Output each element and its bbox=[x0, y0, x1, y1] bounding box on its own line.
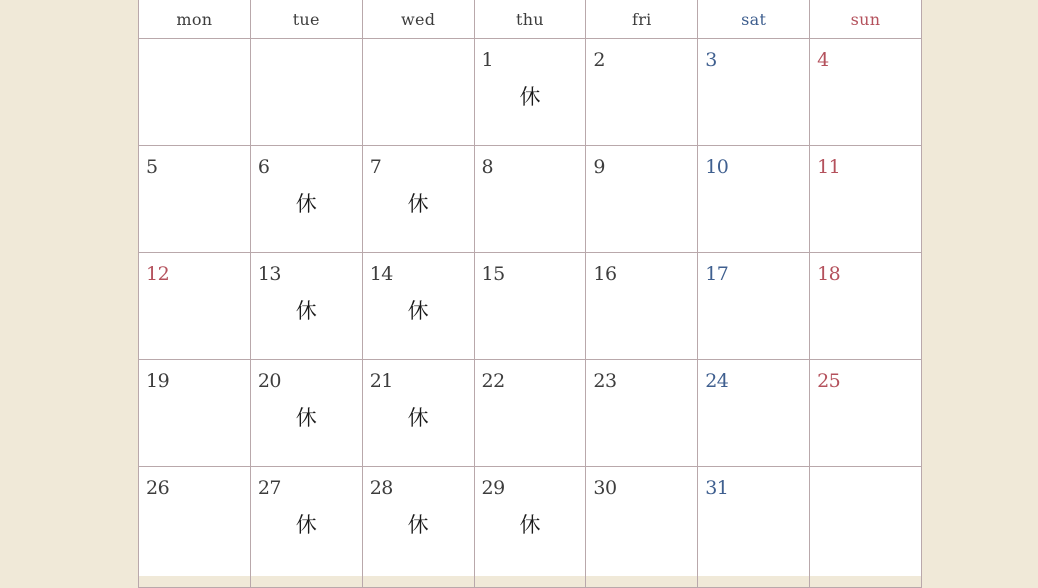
day-number: 19 bbox=[146, 370, 170, 392]
closed-day-mark: 休 bbox=[407, 513, 429, 537]
week-row bbox=[139, 360, 922, 467]
day-number: 12 bbox=[146, 263, 170, 285]
day-cell bbox=[139, 146, 251, 253]
closed-day-mark: 休 bbox=[295, 192, 317, 216]
day-number: 30 bbox=[593, 477, 617, 499]
empty-day-cell bbox=[139, 39, 251, 146]
day-number: 27 bbox=[257, 477, 282, 499]
weekday-header-sunday: sun bbox=[810, 0, 922, 39]
day-number: 5 bbox=[146, 156, 158, 178]
day-cell bbox=[698, 146, 810, 253]
empty-day-cell bbox=[250, 39, 362, 146]
week-row bbox=[139, 146, 922, 253]
day-number: 20 bbox=[257, 370, 282, 392]
empty-day-cell bbox=[810, 467, 922, 588]
day-number: 8 bbox=[481, 156, 494, 178]
day-cell bbox=[139, 253, 251, 360]
week-row bbox=[139, 253, 922, 360]
weekday-header-saturday: sat bbox=[698, 0, 810, 39]
day-cell bbox=[250, 467, 362, 588]
day-cell bbox=[698, 39, 810, 146]
day-cell bbox=[362, 467, 474, 588]
day-number: 24 bbox=[705, 370, 729, 392]
day-number: 15 bbox=[481, 263, 505, 285]
day-number: 10 bbox=[705, 156, 729, 178]
closed-day-mark: 休 bbox=[407, 299, 429, 323]
day-cell bbox=[250, 146, 362, 253]
calendar bbox=[138, 0, 922, 576]
day-cell bbox=[474, 146, 586, 253]
day-cell bbox=[698, 253, 810, 360]
day-number: 2 bbox=[593, 49, 605, 71]
day-cell bbox=[586, 146, 698, 253]
day-number: 17 bbox=[705, 263, 729, 285]
calendar-grid bbox=[138, 0, 922, 588]
empty-day-cell bbox=[362, 39, 474, 146]
day-number: 16 bbox=[593, 263, 617, 285]
weekday-header: mon bbox=[139, 0, 251, 39]
day-number: 28 bbox=[369, 477, 393, 499]
day-cell bbox=[362, 360, 474, 467]
day-cell bbox=[810, 253, 922, 360]
day-cell bbox=[698, 360, 810, 467]
day-cell bbox=[474, 467, 586, 588]
weekday-header: tue bbox=[250, 0, 362, 39]
day-number: 4 bbox=[817, 49, 829, 71]
day-cell bbox=[250, 360, 362, 467]
weekday-header-row bbox=[139, 0, 922, 39]
closed-day-mark: 休 bbox=[407, 192, 429, 216]
day-cell bbox=[586, 253, 698, 360]
day-cell bbox=[474, 253, 586, 360]
closed-day-mark: 休 bbox=[519, 85, 541, 109]
day-number: 6 bbox=[257, 156, 270, 178]
day-cell bbox=[586, 39, 698, 146]
day-number: 23 bbox=[593, 370, 617, 392]
day-cell bbox=[250, 253, 362, 360]
week-row bbox=[139, 467, 922, 588]
day-number: 11 bbox=[817, 156, 841, 178]
day-cell bbox=[139, 360, 251, 467]
day-number: 18 bbox=[817, 263, 841, 285]
day-number: 1 bbox=[481, 49, 494, 71]
week-row bbox=[139, 39, 922, 146]
day-number: 9 bbox=[593, 156, 605, 178]
closed-day-mark: 休 bbox=[295, 406, 317, 430]
day-cell bbox=[586, 360, 698, 467]
weekday-header: thu bbox=[474, 0, 586, 39]
day-number: 7 bbox=[369, 156, 382, 178]
closed-day-mark: 休 bbox=[519, 513, 541, 537]
day-cell bbox=[810, 146, 922, 253]
closed-day-mark: 休 bbox=[407, 406, 429, 430]
day-cell bbox=[362, 146, 474, 253]
day-number: 31 bbox=[705, 477, 729, 499]
day-cell bbox=[698, 467, 810, 588]
closed-day-mark: 休 bbox=[295, 299, 317, 323]
day-cell bbox=[139, 467, 251, 588]
day-cell bbox=[474, 39, 586, 146]
weekday-header: wed bbox=[362, 0, 474, 39]
day-number: 22 bbox=[481, 370, 505, 392]
day-number: 26 bbox=[146, 477, 170, 499]
day-number: 29 bbox=[481, 477, 505, 499]
day-cell bbox=[362, 253, 474, 360]
closed-day-mark: 休 bbox=[295, 513, 317, 537]
day-number: 13 bbox=[257, 263, 282, 285]
weekday-header: fri bbox=[586, 0, 698, 39]
day-number: 21 bbox=[369, 370, 393, 392]
day-cell bbox=[810, 360, 922, 467]
day-number: 25 bbox=[817, 370, 841, 392]
day-number: 14 bbox=[369, 263, 393, 285]
day-cell bbox=[474, 360, 586, 467]
day-number: 3 bbox=[705, 49, 717, 71]
day-cell bbox=[810, 39, 922, 146]
day-cell bbox=[586, 467, 698, 588]
